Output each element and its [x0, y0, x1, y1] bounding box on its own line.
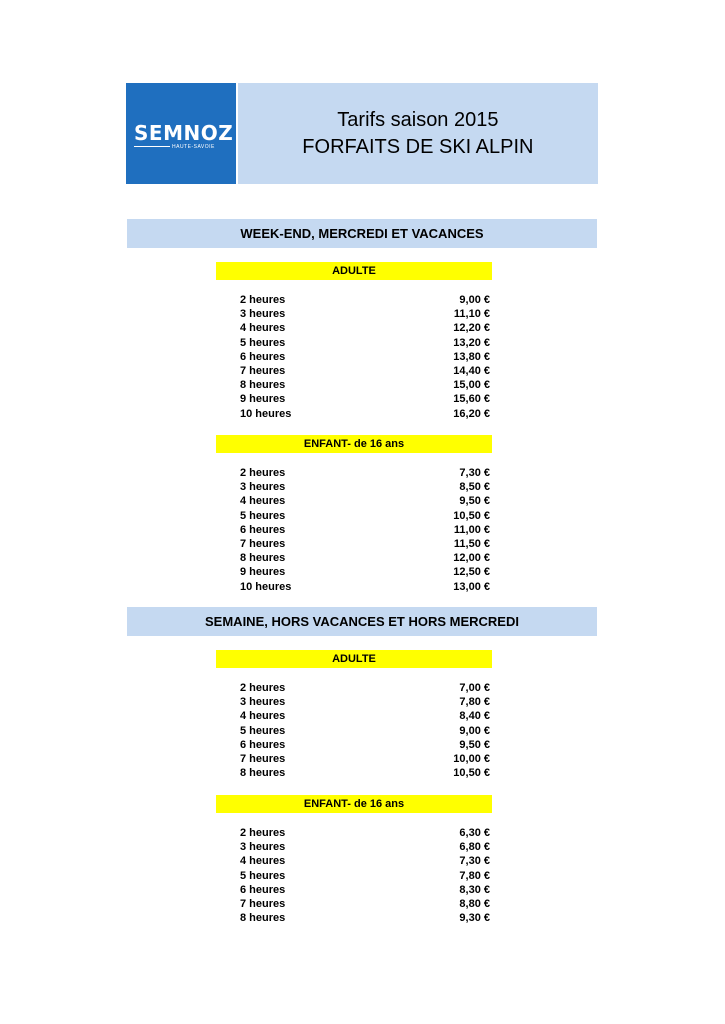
semnoz-logo: [126, 83, 236, 184]
price-value: 9,00 €: [459, 724, 490, 737]
price-row: [240, 565, 490, 579]
price-row: [240, 709, 490, 723]
document-header: [126, 83, 598, 184]
page-title-season: Tarifs saison 2015: [337, 108, 499, 131]
price-value: 8,30 €: [459, 883, 490, 896]
price-value: 11,00 €: [453, 523, 490, 536]
price-value: 9,30 €: [459, 912, 490, 925]
duration-label: 7 heures: [240, 752, 286, 765]
duration-label: 9 heures: [240, 393, 286, 406]
duration-label: 8 heures: [240, 767, 286, 780]
price-row: [240, 480, 490, 494]
price-value: 10,50 €: [453, 509, 490, 522]
logo-wordmark: SEMNOZ: [134, 121, 234, 145]
price-value: 13,20 €: [453, 336, 490, 349]
group-label-child: ENFANT- de 16 ans: [216, 795, 492, 813]
price-list: [240, 466, 490, 594]
duration-label: 6 heures: [240, 350, 286, 363]
price-value: 11,50 €: [453, 537, 490, 550]
price-row: [240, 537, 490, 551]
price-row: [240, 695, 490, 709]
price-value: 15,00 €: [453, 379, 490, 392]
price-row: [240, 494, 490, 508]
price-value: 16,20 €: [453, 407, 490, 420]
price-row: [240, 407, 490, 421]
duration-label: 8 heures: [240, 552, 286, 565]
price-row: [240, 854, 490, 868]
duration-label: 6 heures: [240, 523, 286, 536]
price-row: [240, 378, 490, 392]
price-value: 12,00 €: [453, 552, 490, 565]
price-row: [240, 466, 490, 480]
price-row: [240, 840, 490, 854]
price-row: [240, 826, 490, 840]
price-row: [240, 738, 490, 752]
price-row: [240, 897, 490, 911]
price-row: [240, 911, 490, 925]
duration-label: 3 heures: [240, 481, 286, 494]
title-box: [238, 83, 598, 184]
duration-label: 6 heures: [240, 738, 286, 751]
price-value: 9,00 €: [459, 294, 490, 306]
price-value: 12,20 €: [453, 322, 490, 335]
duration-label: 7 heures: [240, 537, 286, 550]
duration-label: 10 heures: [240, 407, 292, 420]
price-row: [240, 766, 490, 780]
logo-subtitle: HAUTE-SAVOIE: [172, 144, 215, 150]
price-value: 7,00 €: [459, 682, 490, 694]
logo-underline: [134, 146, 170, 147]
duration-label: 5 heures: [240, 724, 286, 737]
duration-label: 2 heures: [240, 827, 286, 839]
price-row: [240, 307, 490, 321]
duration-label: 4 heures: [240, 855, 286, 868]
price-list: [240, 826, 490, 925]
price-value: 13,80 €: [453, 350, 490, 363]
price-row: [240, 883, 490, 897]
duration-label: 3 heures: [240, 308, 286, 321]
duration-label: 7 heures: [240, 897, 286, 910]
price-value: 8,80 €: [459, 897, 490, 910]
duration-label: 3 heures: [240, 696, 286, 709]
price-value: 7,30 €: [459, 855, 490, 868]
price-row: [240, 364, 490, 378]
price-value: 14,40 €: [453, 364, 490, 377]
section-title-weekend: WEEK-END, MERCREDI ET VACANCES: [127, 219, 597, 248]
duration-label: 9 heures: [240, 566, 286, 579]
price-value: 6,80 €: [459, 841, 490, 854]
price-value: 11,10 €: [453, 308, 490, 321]
price-row: [240, 869, 490, 883]
duration-label: 8 heures: [240, 379, 286, 392]
duration-label: 5 heures: [240, 336, 286, 349]
price-value: 13,00 €: [453, 580, 490, 593]
group-label-child: ENFANT- de 16 ans: [216, 435, 492, 453]
price-row: [240, 752, 490, 766]
duration-label: 7 heures: [240, 364, 286, 377]
price-value: 6,30 €: [459, 827, 490, 839]
duration-label: 6 heures: [240, 883, 286, 896]
group-label-adult: ADULTE: [216, 650, 492, 668]
duration-label: 3 heures: [240, 841, 286, 854]
price-row: [240, 551, 490, 565]
price-value: 9,50 €: [459, 738, 490, 751]
price-value: 10,00 €: [453, 752, 490, 765]
price-row: [240, 392, 490, 406]
price-value: 10,50 €: [453, 767, 490, 780]
price-value: 7,30 €: [459, 467, 490, 479]
price-row: [240, 350, 490, 364]
duration-label: 2 heures: [240, 467, 286, 479]
price-value: 9,50 €: [459, 495, 490, 508]
price-row: [240, 321, 490, 335]
price-list: [240, 293, 490, 421]
group-label-adult: ADULTE: [216, 262, 492, 280]
duration-label: 4 heures: [240, 322, 286, 335]
price-row: [240, 580, 490, 594]
price-row: [240, 681, 490, 695]
price-row: [240, 724, 490, 738]
price-list: [240, 681, 490, 780]
price-value: 12,50 €: [453, 566, 490, 579]
page-title-product: FORFAITS DE SKI ALPIN: [302, 135, 534, 158]
duration-label: 5 heures: [240, 509, 286, 522]
section-title-weekday: SEMAINE, HORS VACANCES ET HORS MERCREDI: [127, 607, 597, 636]
duration-label: 2 heures: [240, 682, 286, 694]
duration-label: 4 heures: [240, 495, 286, 508]
price-row: [240, 293, 490, 307]
duration-label: 5 heures: [240, 869, 286, 882]
price-value: 8,50 €: [459, 481, 490, 494]
price-row: [240, 523, 490, 537]
price-row: [240, 336, 490, 350]
price-value: 15,60 €: [453, 393, 490, 406]
duration-label: 8 heures: [240, 912, 286, 925]
price-row: [240, 509, 490, 523]
price-value: 7,80 €: [459, 696, 490, 709]
price-value: 8,40 €: [459, 710, 490, 723]
duration-label: 4 heures: [240, 710, 286, 723]
duration-label: 10 heures: [240, 580, 292, 593]
duration-label: 2 heures: [240, 294, 286, 306]
price-value: 7,80 €: [459, 869, 490, 882]
